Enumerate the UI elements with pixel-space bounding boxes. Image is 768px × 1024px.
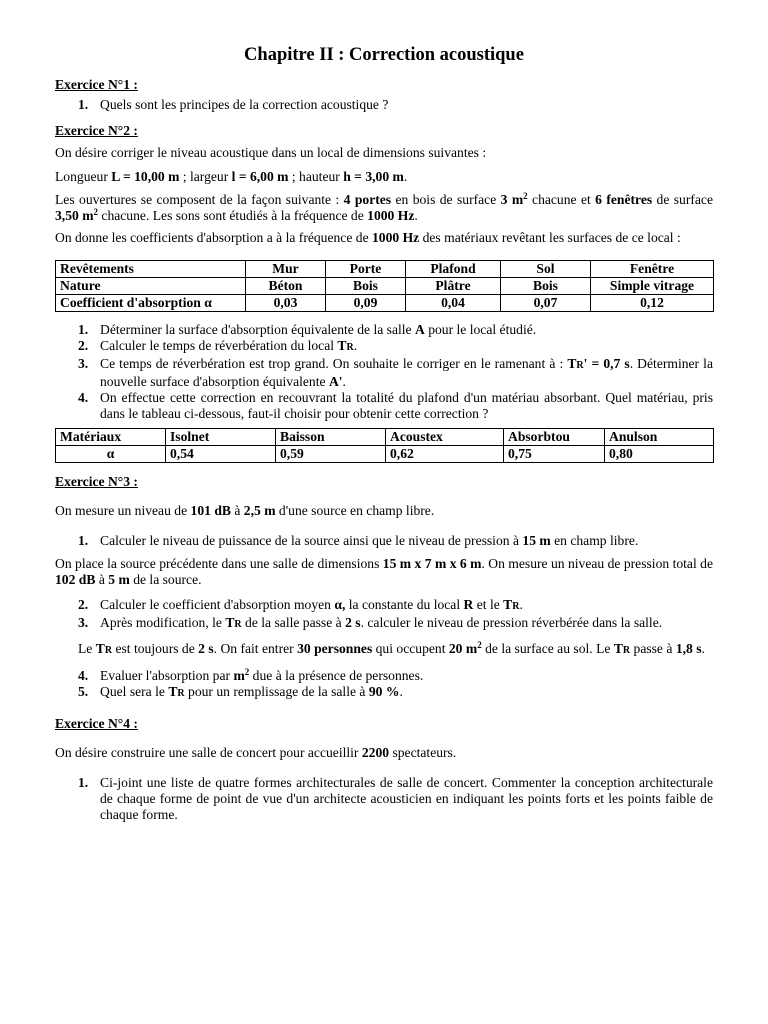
text-span: . [342,374,346,389]
room-dimensions-value: 15 m x 7 m x 6 m [382,556,482,571]
exercise-1-questions [55,97,713,113]
table-cell [56,295,246,312]
table-cell: 0,62 [386,446,504,463]
exercise-3-question-2 [55,597,713,615]
openings-paragraph [55,192,713,224]
table-cell: Sol [501,261,591,278]
text-span: à [95,572,109,587]
subscript-R: R [576,360,584,371]
distance-value: 5 m [108,572,130,587]
distance-value: 2,5 m [243,503,276,518]
exercise-2-question-3 [55,356,713,390]
variable-A-prime: A' [328,374,343,389]
variable-TR [168,684,184,699]
occupancy-note [55,641,713,659]
table-row [56,446,714,463]
text-span: la constante du local [345,597,464,612]
exercise-1-question-1 [55,97,713,113]
table-cell: 0,59 [276,446,386,463]
exercise-3-question-5 [55,684,713,702]
text-span: . [414,208,418,223]
table-cell: Revêtements [56,261,246,278]
exercise-3-question-1 [55,533,713,549]
exercise-2-question-2 [55,338,713,356]
text-span: . [403,169,408,184]
exercise-3-question-3 [55,615,713,633]
question-number: 4. [78,668,89,683]
text-span: pour le local étudié. [424,322,537,337]
absorption-coefficients-table [55,260,714,312]
text-span: Ce temps de réverbération est trop grand. On souhaite le corriger en le ramenant à : [100,356,568,371]
text-span: est toujours de [112,641,199,656]
table-cell: Béton [246,278,326,295]
target-TR [567,356,629,371]
doors-count: 4 portes [343,192,392,207]
level-value: 102 dB [55,572,96,587]
row-label: Coefficient d'absorption [60,295,205,310]
exercise-3-heading: Exercice N°3 : [55,474,138,489]
text-span: spectateurs. [389,745,457,760]
subscript-R: R [512,601,520,612]
table-cell: 0,03 [246,295,326,312]
text-span: . calculer le niveau de pression réverbérée dans la salle. [360,615,663,630]
text-span: d'une source en champ libre. [275,503,435,518]
question-number: 4. [78,390,89,405]
question-text: Ci-joint une liste de quatre formes architecturales de salle de concert. Commenter la conception architecturale de chaque forme de point de vue d'un architecte acousticien en indiquant les points forts et les points faible de chaque forme. [100,775,713,822]
exercise-4-heading: Exercice N°4 : [55,716,138,731]
table-cell: Simple vitrage [591,278,714,295]
room-dimensions [55,169,713,185]
windows-count: 6 fenêtres [595,192,653,207]
question-number: 2. [78,338,89,353]
document-page [55,44,713,823]
text-span: à [230,503,244,518]
variable-TR [96,641,112,656]
table-cell: 0,80 [605,446,714,463]
text-span: Calculer le temps de réverbération du local [100,338,338,353]
table-cell: 0,54 [166,446,276,463]
alpha-symbol: α [204,295,212,310]
text-span: . [399,684,403,699]
symbol-T: T [95,641,105,656]
table-cell: Baisson [276,429,386,446]
width-value: l = 6,00 m [231,169,289,184]
variable-TR [337,338,353,353]
text-span: . [353,338,358,353]
text-span: pour un remplissage de la salle à [184,684,369,699]
table-cell: 0,75 [504,446,605,463]
table-cell: Mur [246,261,326,278]
text-span: qui occupent [372,641,449,656]
table-cell: 0,12 [591,295,714,312]
exercise-2-heading: Exercice N°2 : [55,123,138,138]
text-span: ; largeur [179,169,232,184]
superscript-2: 2 [523,191,528,201]
text-span: Après modification, le [100,615,226,630]
table-cell: Nature [56,278,246,295]
door-area-value: 3 m [500,192,524,207]
text-span: et le [473,597,504,612]
table-cell: α [56,446,166,463]
exercise-3-questions-a [55,533,713,549]
table-cell: Anulson [605,429,714,446]
variable-TR [614,641,630,656]
question-number: 1. [78,533,89,548]
target-value: ' = 0,7 s [583,356,630,371]
window-area [55,208,98,223]
table-cell: Acoustex [386,429,504,446]
exercise-3-questions-c [55,668,713,702]
exercise-4-question-1 [55,775,713,823]
length-value: L = 10,00 m [111,169,180,184]
text-span: due à la présence de personnes. [249,668,424,683]
question-number: 2. [78,597,89,612]
table-cell: Fenêtre [591,261,714,278]
persons-count: 30 personnes [297,641,373,656]
text-span: On mesure un niveau de [55,503,191,518]
superscript-2: 2 [93,207,99,217]
text-span: . Déterminer la nouvelle surface d'absorption équivalente [100,356,713,389]
subscript-R: R [622,645,631,656]
text-span: Calculer le coefficient d'absorption moyen [100,597,335,612]
time-value: 2 s [198,641,214,656]
text-span: Quel sera le [100,684,169,699]
unit-m2 [233,668,249,683]
text-span: . On mesure un niveau de pression total de [481,556,713,571]
exercise-3-intro [55,503,713,519]
level-value: 101 dB [190,503,231,518]
variable-TR [503,597,519,612]
exercise-2-intro: On désire corriger le niveau acoustique dans un local de dimensions suivantes : [55,145,487,160]
table-cell: Plâtre [406,278,501,295]
unit-m: m [233,668,245,683]
table-row [56,295,714,312]
variable-R: R [463,597,474,612]
symbol-T: T [613,641,623,656]
subscript-R: R [177,688,185,699]
text-span: Evaluer l'absorption par [100,668,234,683]
text-span: . [701,641,705,656]
text-span: Déterminer la surface d'absorption équivalente de la salle [100,322,415,337]
table-cell: Bois [501,278,591,295]
materials-table [55,428,714,463]
variable-A: A [414,322,425,337]
exercise-2-questions [55,322,713,422]
text-span: On place la source précédente dans une salle de dimensions [55,556,383,571]
text-span: ; hauteur [288,169,344,184]
text-span: en bois de surface [391,192,501,207]
table-cell: 0,07 [501,295,591,312]
table-cell: 0,04 [406,295,501,312]
text-span: Le [78,641,96,656]
page-title: Chapitre II : Correction acoustique [244,45,524,65]
table-cell: Plafond [406,261,501,278]
area-number: 20 m [448,641,478,656]
symbol-T: T [337,338,347,353]
text-span: Longueur [55,169,112,184]
exercise-3-questions-b [55,597,713,633]
subscript-R: R [104,645,113,656]
table-cell: Matériaux [56,429,166,446]
question-number: 1. [78,775,89,790]
symbol-T: T [168,684,178,699]
symbol-T: T [567,356,577,371]
superscript-2: 2 [477,640,482,650]
time-value: 1,8 s [675,641,702,656]
text-span: Calculer le niveau de puissance de la source ainsi que le niveau de pression à [100,533,523,548]
table-row [56,261,714,278]
question-number: 1. [78,322,89,337]
question-number: 3. [78,615,89,630]
exercise-4-intro [55,745,713,761]
table-row [56,278,714,295]
height-value: h = 3,00 m [343,169,404,184]
symbol-T: T [503,597,513,612]
table-row [56,429,714,446]
text-span: chacune. Les sons sont étudiés à la fréquence de [98,208,368,223]
text-span: de la source. [129,572,202,587]
window-area-value: 3,50 m [55,208,94,223]
percentage-value: 90 % [368,684,400,699]
question-number: 5. [78,684,89,699]
text-span: chacune et [527,192,596,207]
exercise-2-question-1 [55,322,713,338]
frequency-value: 1000 Hz [367,208,415,223]
question-text: On effectue cette correction en recouvrant la totalité du plafond d'un matériau absorbant. Quel matériau, pris dans le tableau ci-dessous, faut-il choisir pour obtenir cette correction ? [100,390,713,421]
text-span: . [519,597,523,612]
text-span: de surface [652,192,713,207]
question-text: Quels sont les principes de la correction acoustique ? [100,97,389,112]
exercise-2-question-4 [55,390,713,422]
frequency-value: 1000 Hz [372,230,420,245]
text-span: en champ libre. [550,533,639,548]
variable-TR [225,615,241,630]
table-cell: Porte [326,261,406,278]
table-cell: Isolnet [166,429,276,446]
time-value: 2 s [345,615,361,630]
text-span: de la salle passe à [241,615,346,630]
text-span: On donne les coefficients d'absorption a à la fréquence de [55,230,372,245]
subscript-R: R [234,619,242,630]
coefficients-intro [55,230,713,246]
text-span: . On fait entrer [213,641,298,656]
text-span: passe à [630,641,676,656]
text-span: On désire construire une salle de concert pour accueillir [55,745,362,760]
text-span: des matériaux revêtant les surfaces de ce local : [419,230,681,245]
room-paragraph [55,556,713,588]
question-number: 3. [78,356,89,371]
subscript-R: R [346,342,354,353]
alpha-symbol: α, [334,597,346,612]
exercise-4-questions [55,775,713,823]
door-area [501,192,528,207]
symbol-T: T [225,615,235,630]
distance-value: 15 m [522,533,551,548]
table-cell: Absorbtou [504,429,605,446]
text-span: de la surface au sol. Le [481,641,614,656]
exercise-1-heading: Exercice N°1 : [55,77,138,92]
text-span: Les ouvertures se composent de la façon suivante : [55,192,344,207]
area-value [449,641,482,656]
table-cell: 0,09 [326,295,406,312]
spectators-count: 2200 [361,745,390,760]
superscript-2: 2 [244,667,250,677]
question-number: 1. [78,97,89,112]
table-cell: Bois [326,278,406,295]
exercise-3-question-4 [55,668,713,684]
